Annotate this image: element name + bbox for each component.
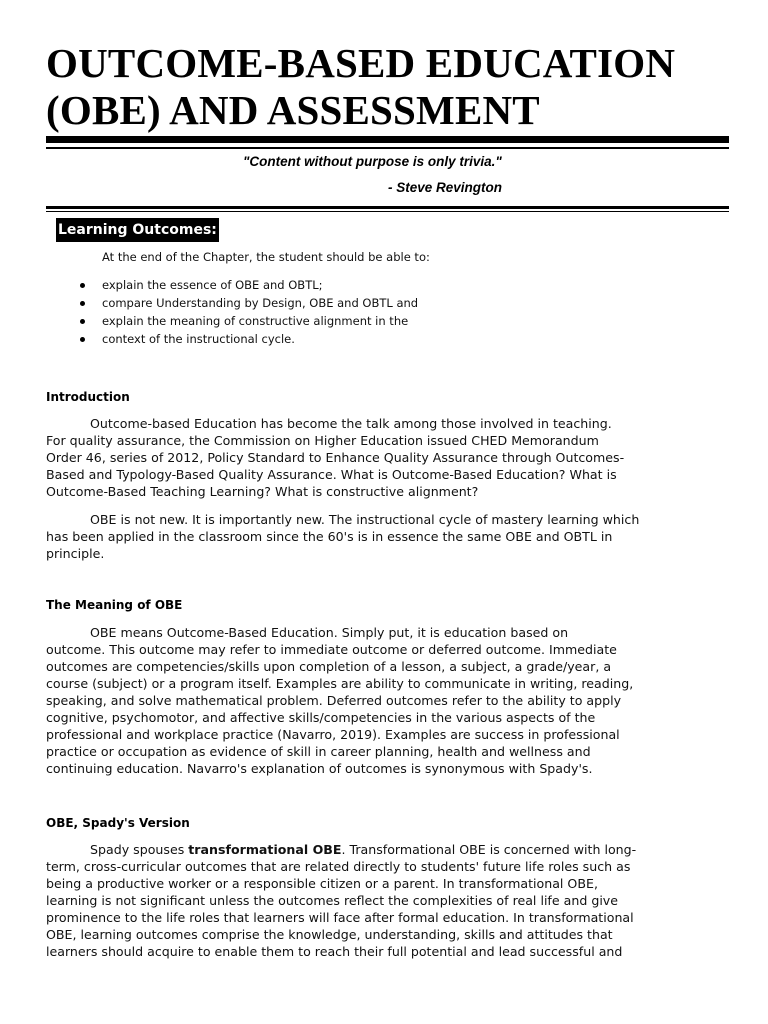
list-item: explain the essence of OBE and OBTL;: [80, 276, 418, 294]
introduction-paragraph-2: OBE is not new. It is importantly new. The instructional cycle of mastery learning which has been applied in the classroom since the 60's is in essence the same OBE and OBTL in principle.: [46, 512, 640, 561]
epigraph-author: - Steve Revington: [388, 180, 503, 195]
epigraph-quote: "Content without purpose is only trivia.": [243, 154, 502, 169]
meaning-of-obe-paragraph: OBE means Outcome-Based Education. Simply put, it is education based on outcome. This outcome may refer to immediate outcome or deferred outcome. Immediate outcomes are competencies/skills upon completion of a lesson, a subject, a grade/year, a course (subject) or a program itself. Examples are ability to communicate in writing, reading, speaking, and solve mathematical problem. Deferred outcomes refer to the ability to apply cognitive, psychomotor, and affective skills/competencies in the various aspects of the professional and workplace practice (Navarro, 2019). Examples are success in professional practice or occupation as evidence of skill in career planning, health and wellness and continuing education. Navarro's explanation of outcomes is synonymous with Spady's.: [46, 625, 634, 776]
document-title: [46, 40, 746, 134]
list-item: explain the meaning of constructive alignment in the: [80, 312, 418, 330]
learning-outcomes-list: [80, 276, 418, 348]
bullet-icon: [80, 337, 85, 342]
quote-divider-thin: [46, 211, 729, 212]
spady-version-paragraph: Spady spouses transformational OBE. Transformational OBE is concerned with long- term, cross-curricular outcomes that are related directly to students' future life roles such as being a productive worker or a responsible citizen or a parent. In transformational OBE, learning is not significant unless the outcomes reflect the complexities of real life and give prominence to the life roles that learners will face after formal education. In transformational OBE, learning outcomes comprise the knowledge, understanding, skills and attitudes that learners should acquire to enable them to reach their full potential and lead successful and: [46, 842, 637, 959]
title-divider-thick: [46, 136, 729, 143]
quote-divider-thick: [46, 206, 729, 209]
bullet-icon: [80, 283, 85, 288]
list-item: compare Understanding by Design, OBE and OBTL and: [80, 294, 418, 312]
spady-version-heading: OBE, Spady's Version: [46, 816, 190, 830]
introduction-paragraph-1: Outcome-based Education has become the talk among those involved in teaching. For quality assurance, the Commission on Higher Education issued CHED Memorandum Order 46, series of 2012, Policy Standard to Enhance Quality Assurance through Outcomes- Based and Typology-Based Quality Assurance. What is Outcome-Based Education? What is Outcome-Based Teaching Learning? What is constructive alignment?: [46, 416, 625, 499]
title-line-1: OUTCOME-BASED EDUCATION: [46, 40, 676, 86]
bold-term: transformational OBE: [188, 842, 342, 857]
bullet-icon: [80, 319, 85, 324]
title-line-2: (OBE) AND ASSESSMENT: [46, 87, 540, 133]
bullet-icon: [80, 301, 85, 306]
introduction-heading: Introduction: [46, 390, 130, 404]
learning-outcomes-intro: At the end of the Chapter, the student should be able to:: [102, 250, 430, 264]
learning-outcomes-heading: Learning Outcomes:: [56, 218, 219, 242]
meaning-of-obe-heading: The Meaning of OBE: [46, 598, 183, 612]
title-divider-thin: [46, 147, 729, 149]
list-item: context of the instructional cycle.: [80, 330, 418, 348]
